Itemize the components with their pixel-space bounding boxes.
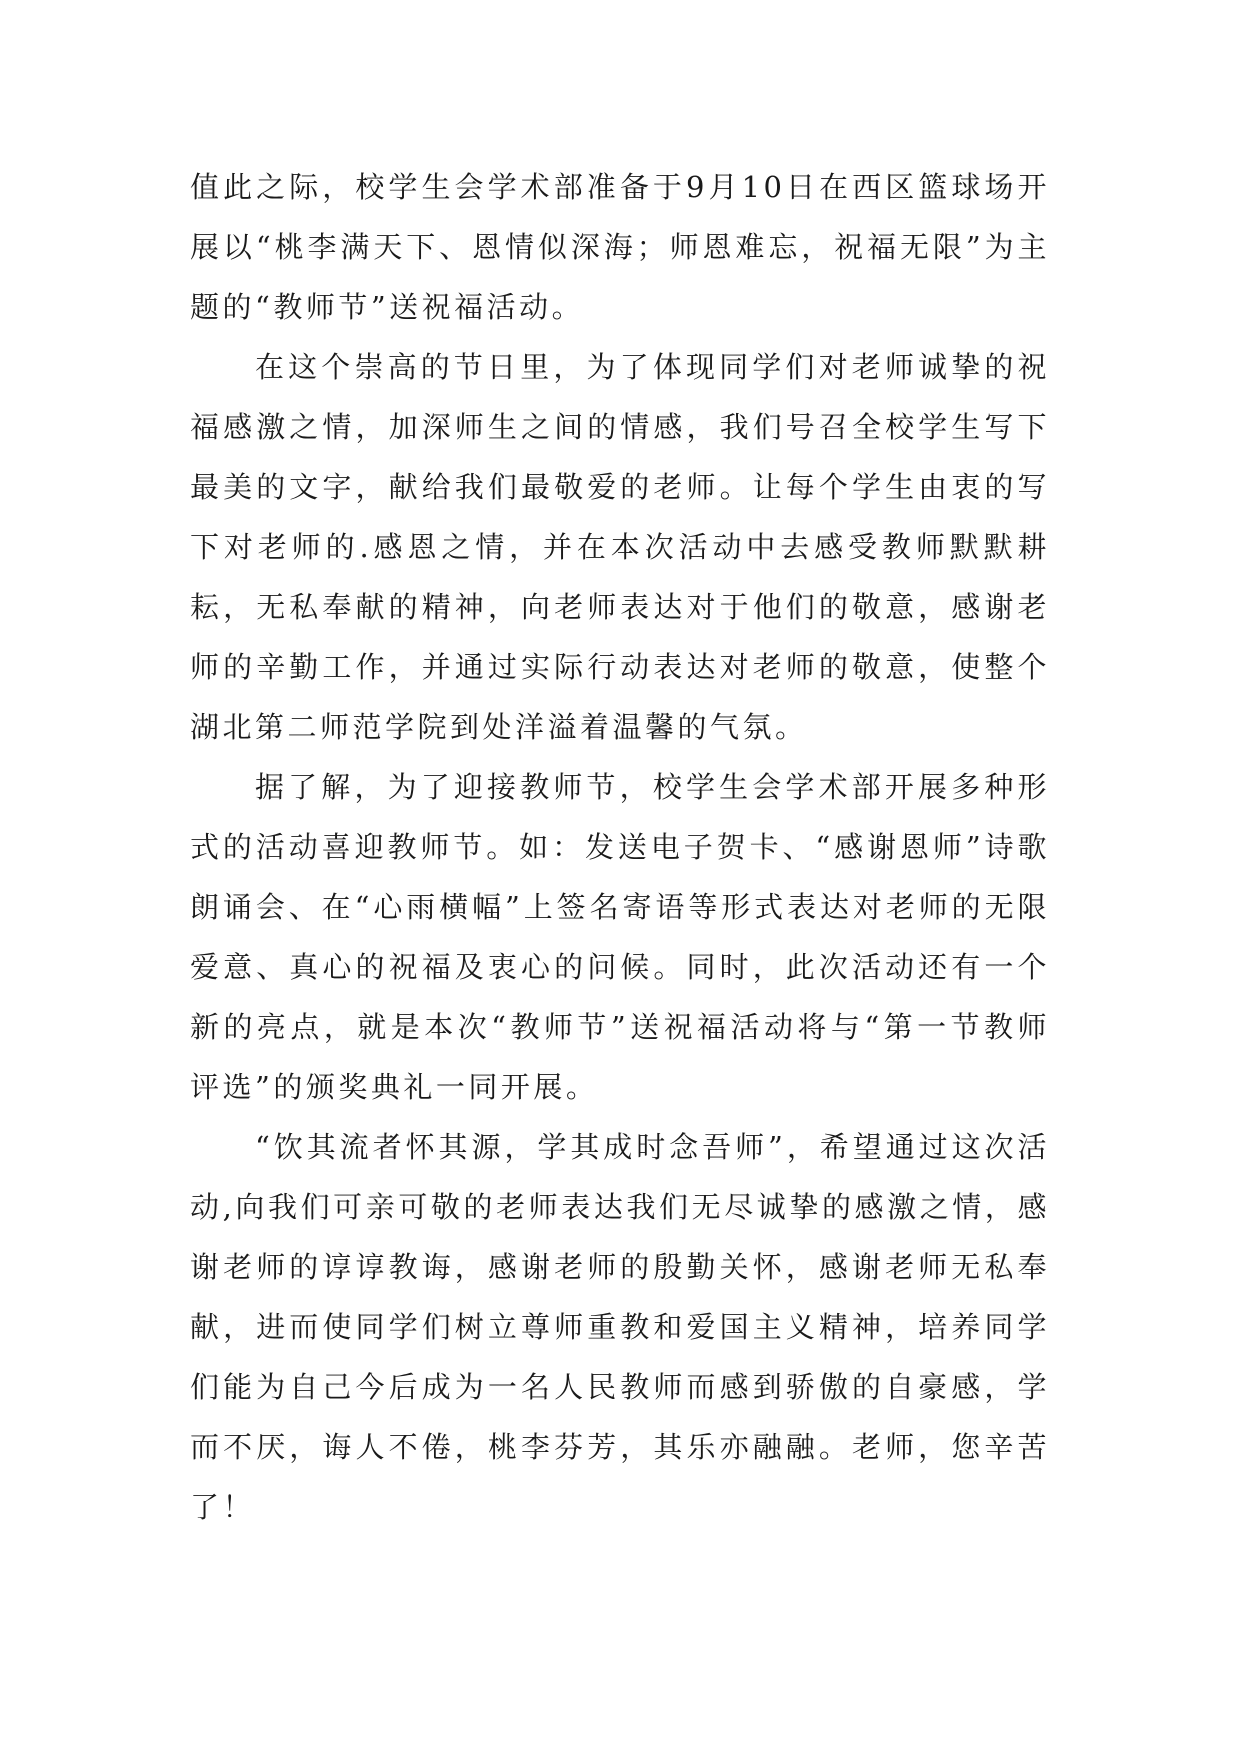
document-body xyxy=(190,157,1050,1537)
paragraph-purpose: 在这个崇高的节日里，为了体现同学们对老师诚挚的祝福感激之情，加深师生之间的情感，我们号召全校学生写下最美的文字，献给我们最敬爱的老师。让每个学生由衷的写下对老师的.感恩之情，并在本次活动中去感受教师默默耕耘，无私奉献的精神，向老师表达对于他们的敬意，感谢老师的辛勤工作，并通过实际行动表达对老师的敬意，使整个湖北第二师范学院到处洋溢着温馨的气氛。 xyxy=(190,350,1050,744)
paragraph-event-intro: 值此之际，校学生会学术部准备于9月10日在西区篮球场开展以“桃李满天下、恩情似深海；师恩难忘，祝福无限”为主题的“教师节”送祝福活动。 xyxy=(190,170,1050,324)
paragraph-closing: “饮其流者怀其源，学其成时念吾师”，希望通过这次活动,向我们可亲可敬的老师表达我们无尽诚挚的感激之情，感谢老师的谆谆教诲，感谢老师的殷勤关怀，感谢老师无私奉献，进而使同学们树立尊师重教和爱国主义精神，培养同学们能为自己今后成为一名人民教师而感到骄傲的自豪感，学而不厌，诲人不倦，桃李芬芳，其乐亦融融。老师，您辛苦了！ xyxy=(190,1130,1050,1524)
paragraph-activities: 据了解，为了迎接教师节，校学生会学术部开展多种形式的活动喜迎教师节。如：发送电子贺卡、“感谢恩师”诗歌朗诵会、在“心雨横幅”上签名寄语等形式表达对老师的无限爱意、真心的祝福及衷心的问候。同时，此次活动还有一个新的亮点，就是本次“教师节”送祝福活动将与“第一节教师评选”的颁奖典礼一同开展。 xyxy=(190,770,1050,1104)
